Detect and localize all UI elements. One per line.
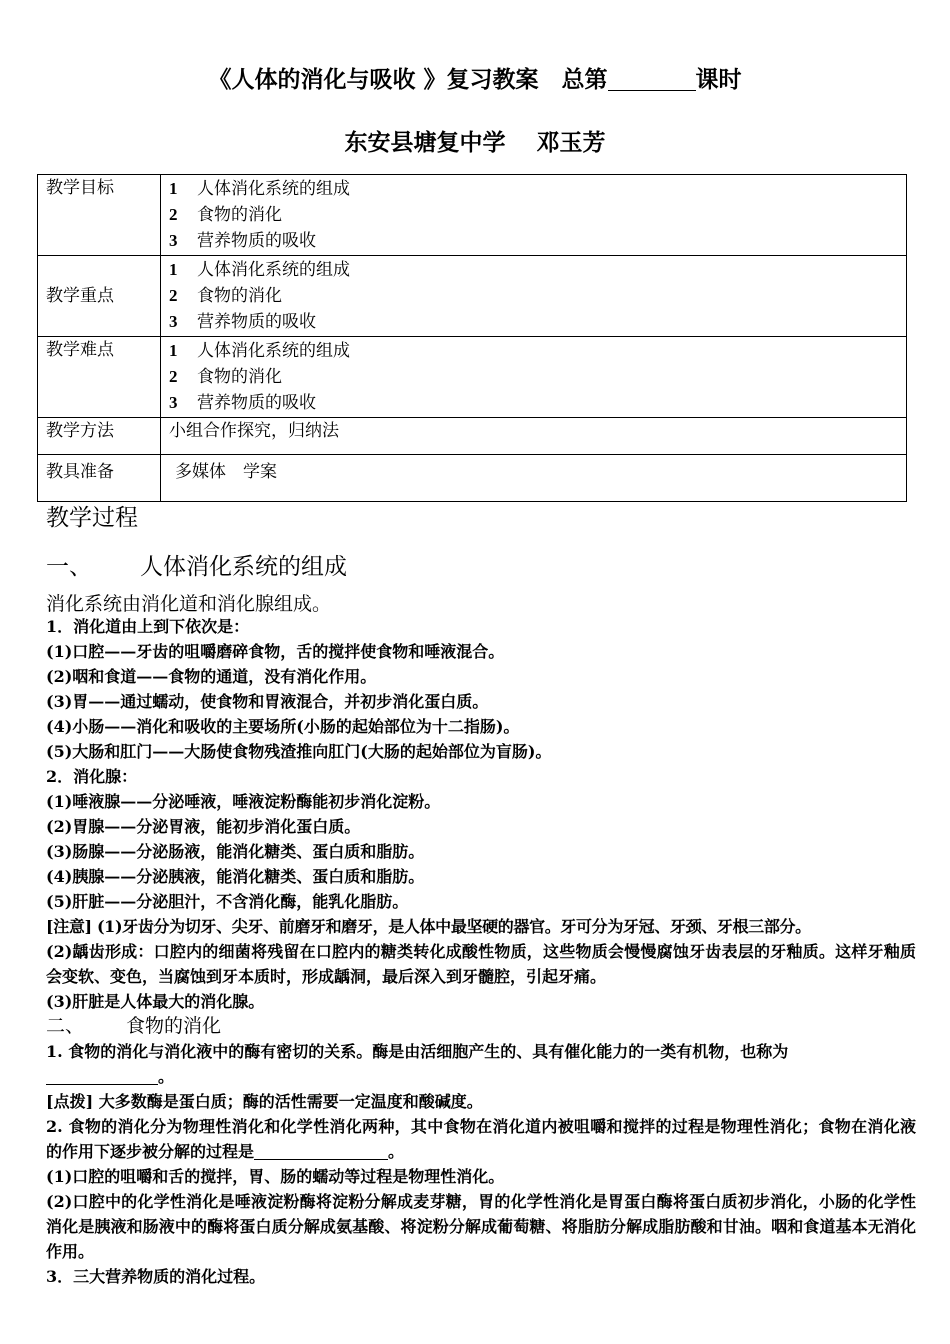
section-2-title: 食物的消化 xyxy=(126,1015,222,1037)
title-suffix: 课时 xyxy=(695,66,742,93)
prep-value: 多媒体 学案 xyxy=(161,455,907,502)
question-paragraph: 2. 食物的消化分为物理性消化和化学性消化两种，其中食物在消化道内被咀嚼和搅拌的过程是物理性消化；食物在消化液的作用下逐步被分解的过程是 。 xyxy=(46,1117,916,1161)
author-line: 东安县塘复中学 邓玉芳 xyxy=(344,129,606,156)
list-item: 1 人体消化系统的组成 xyxy=(169,260,350,280)
paragraph: (5)肝脏——分泌胆汁，不含消化酶，能乳化脂肪。 xyxy=(46,892,409,911)
section-2-heading xyxy=(46,1014,916,1039)
table-row-goals xyxy=(38,175,907,256)
paragraph: (2)咽和食道——食物的通道，没有消化作用。 xyxy=(46,667,377,686)
section-1-heading xyxy=(46,548,347,581)
paragraph: (1)口腔——牙齿的咀嚼磨碎食物，舌的搅拌使食物和唾液混合。 xyxy=(46,642,505,661)
table-row-prep xyxy=(38,455,907,502)
paragraph: 3．三大营养物质的消化过程。 xyxy=(46,1267,266,1286)
section-1-intro: 消化系统由消化道和消化腺组成。 xyxy=(46,593,332,615)
paragraph: (2)龋齿形成：口腔内的细菌将残留在口腔内的糖类转化成酸性物质，这些物质会慢慢腐蚀牙齿表层的牙釉质。这样牙釉质会变软、变色，当腐蚀到牙本质时，形成龋洞，最后深入到牙髓腔，引起牙痛。 xyxy=(46,942,916,986)
tip-paragraph: [点拨] 大多数酶是蛋白质；酶的活性需要一定温度和酸碱度。 xyxy=(46,1092,483,1111)
table-row-method xyxy=(38,418,907,455)
section-1-number: 一、 xyxy=(46,554,92,580)
key-points-cell xyxy=(161,256,907,337)
goals-label: 教学目标 xyxy=(38,175,161,256)
paragraph: (3)胃——通过蠕动，使食物和胃液混合，并初步消化蛋白质。 xyxy=(46,692,489,711)
lesson-plan-table xyxy=(37,174,907,502)
list-item: 2 食物的消化 xyxy=(169,286,282,306)
paragraph: (1)唾液腺——分泌唾液，唾液淀粉酶能初步消化淀粉。 xyxy=(46,792,441,811)
paragraph: (4)小肠——消化和吸收的主要场所(小肠的起始部位为十二指肠)。 xyxy=(46,717,520,736)
list-item: 1 人体消化系统的组成 xyxy=(169,179,350,199)
answer-blank[interactable] xyxy=(46,1066,158,1085)
section-1-title: 人体消化系统的组成 xyxy=(140,554,347,580)
difficulties-label: 教学难点 xyxy=(38,337,161,418)
list-item: 1 人体消化系统的组成 xyxy=(169,341,350,361)
paragraph: (1)口腔的咀嚼和舌的搅拌，胃、肠的蠕动等过程是物理性消化。 xyxy=(46,1167,505,1186)
method-value: 小组合作探究，归纳法 xyxy=(161,418,907,455)
question-paragraph: 1. 食物的消化与消化液中的酶有密切的关系。酶是由活细胞产生的、具有催化能力的一类有机物，也称为 。 xyxy=(46,1042,789,1086)
paragraph: 2．消化腺： xyxy=(46,767,138,786)
method-label: 教学方法 xyxy=(38,418,161,455)
list-item: 2 食物的消化 xyxy=(169,367,282,387)
paragraph: (2)口腔中的化学性消化是唾液淀粉酶将淀粉分解成麦芽糖，胃的化学性消化是胃蛋白酶将蛋白质初步消化，小肠的化学性消化是胰液和肠液中的酶将蛋白质分解成氨基酸、将淀粉分解成葡萄糖、将脂肪分解成脂肪酸和甘油。咽和食道基本无消化作用。 xyxy=(46,1192,916,1261)
note-paragraph: [注意] (1)牙齿分为切牙、尖牙、前磨牙和磨牙，是人体中最坚硬的器官。牙可分为牙冠、牙颈、牙根三部分。 xyxy=(46,917,811,936)
title-prefix: 《人体的消化与吸收 》复习教案 总第 xyxy=(208,66,608,93)
list-item: 3 营养物质的吸收 xyxy=(169,231,316,251)
difficulties-cell xyxy=(161,337,907,418)
paragraph: (4)胰腺——分泌胰液，能消化糖类、蛋白质和脂肪。 xyxy=(46,867,425,886)
list-item: 2 食物的消化 xyxy=(169,205,282,225)
key-points-label: 教学重点 xyxy=(38,256,161,337)
lesson-number-blank[interactable] xyxy=(608,68,696,91)
document-title xyxy=(0,61,950,94)
list-item: 3 营养物质的吸收 xyxy=(169,393,316,413)
goals-cell xyxy=(161,175,907,256)
paragraph: (5)大肠和肛门——大肠使食物残渣推向肛门(大肠的起始部位为盲肠)。 xyxy=(46,742,552,761)
section-2-number: 二、 xyxy=(46,1015,85,1037)
paragraph: 1．消化道由上到下依次是： xyxy=(46,617,250,636)
answer-blank[interactable] xyxy=(254,1141,388,1160)
prep-label: 教具准备 xyxy=(38,455,161,502)
list-item: 3 营养物质的吸收 xyxy=(169,312,316,332)
table-row-difficulties xyxy=(38,337,907,418)
paragraph: (2)胃腺——分泌胃液，能初步消化蛋白质。 xyxy=(46,817,361,836)
lesson-body xyxy=(46,614,916,1289)
paragraph: (3)肠腺——分泌肠液，能消化糖类、蛋白质和脂肪。 xyxy=(46,842,425,861)
process-heading: 教学过程 xyxy=(46,505,138,531)
table-row-key-points xyxy=(38,256,907,337)
paragraph: (3)肝脏是人体最大的消化腺。 xyxy=(46,992,265,1011)
